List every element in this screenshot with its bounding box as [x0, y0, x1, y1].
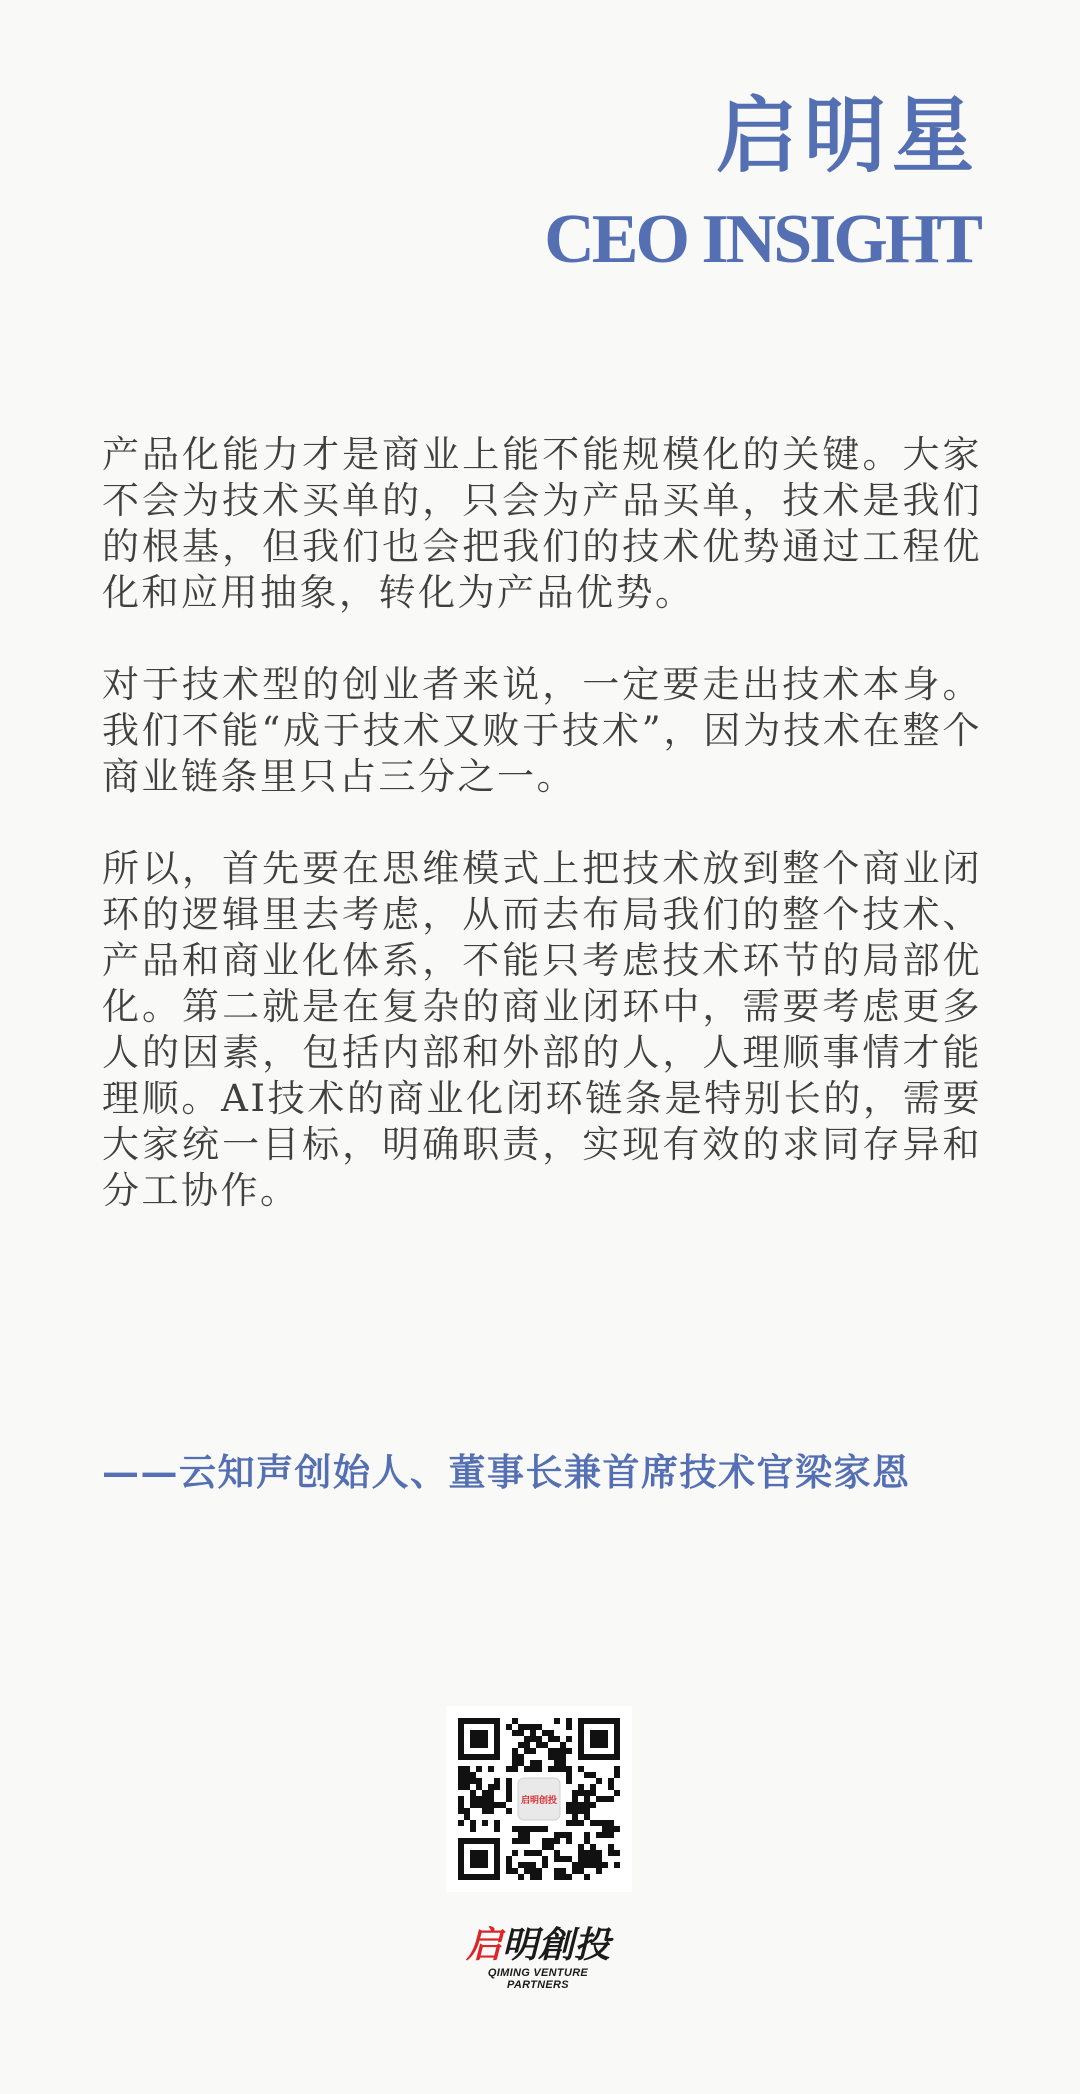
logo-tagline: QIMING VENTURE PARTNERS — [487, 1967, 589, 1991]
brand-title: 启明星 — [715, 88, 980, 184]
qr-center-label: 启明创投 — [520, 1796, 558, 1806]
brand-subtitle: CEO INSIGHT — [544, 201, 980, 278]
qiming-logo — [458, 1925, 618, 1991]
qr-code[interactable] — [446, 1706, 632, 1892]
logo-wordmark-first: 启 — [465, 1925, 502, 1966]
quote-body — [102, 432, 982, 1260]
paragraph-2: 对于技术型的创业者来说，一定要走出技术本身。我们不能“成于技术又败于技术”，因为技术在整个商业链条里只占三分之一。 — [102, 663, 982, 798]
logo-wordmark-rest: 明創投 — [502, 1925, 611, 1966]
paragraph-3: 所以，首先要在思维模式上把技术放到整个商业闭环的逻辑里去考虑，从而去布局我们的整个技术、产品和商业化体系，不能只考虑技术环节的局部优化。第二就是在复杂的商业闭环中，需要考虑更多人的因素，包括内部和外部的人，人理顺事情才能理顺。AI技术的商业化闭环链条是特别长的，需要大家统一目标，明确职责，实现有效的求同存异和分工协作。 — [102, 847, 982, 1212]
header — [544, 88, 980, 278]
logo-wordmark — [458, 1925, 618, 1966]
attribution: ——云知声创始人、董事长兼首席技术官梁家恩 — [102, 1450, 911, 1494]
paragraph-1: 产品化能力才是商业上能不能规模化的关键。大家不会为技术买单的，只会为产品买单，技术是我们的根基，但我们也会把我们的技术优势通过工程优化和应用抽象，转化为产品优势。 — [102, 433, 982, 614]
qr-code-image — [446, 1706, 632, 1892]
